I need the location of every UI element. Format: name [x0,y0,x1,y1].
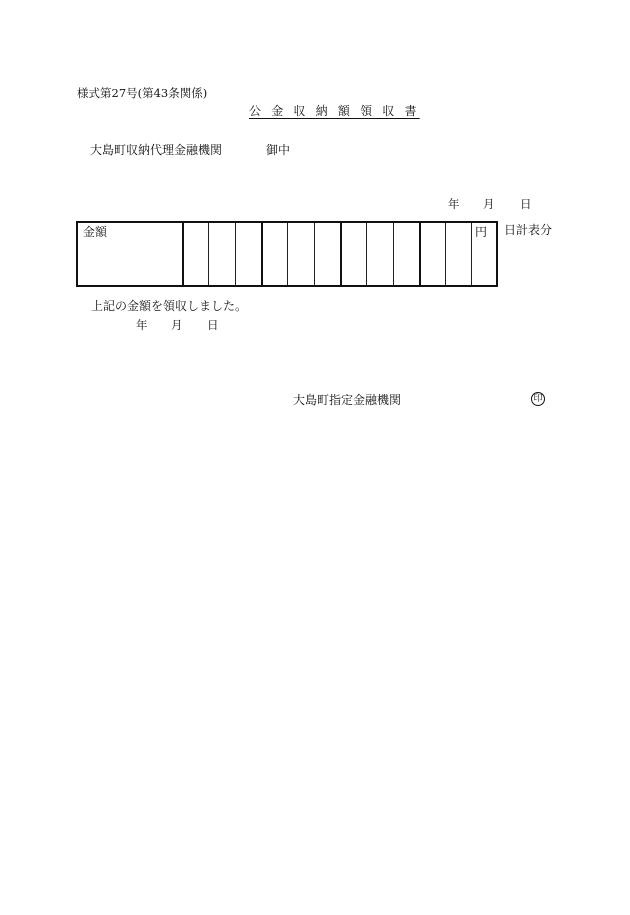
receipt-date-day: 日 [207,318,219,332]
header-date-day: 日 [520,197,532,211]
digit-cell-divider [471,223,472,285]
receipt-date-year: 年 [136,318,148,332]
digit-group-divider [261,223,263,285]
header-date [0,197,630,211]
digit-cell-divider [235,223,236,285]
daily-total-label: 日計表分 [504,223,553,237]
receipt-date-month: 月 [171,318,183,332]
digit-cell-divider [366,223,367,285]
amount-label-divider [182,223,184,285]
header-date-month: 月 [483,197,495,211]
digit-cell-divider [208,223,209,285]
digit-cell-divider [445,223,446,285]
seal-icon: 印 [531,392,545,406]
digit-cell-divider [314,223,315,285]
digit-cell-divider [393,223,394,285]
digit-cell-divider [287,223,288,285]
addressee-name: 大島町収納代理金融機関 [90,143,223,157]
receipt-date [0,318,630,332]
receipt-statement: 上記の金額を領収しました。 [91,299,248,313]
designated-institution-name: 大島町指定金融機関 [293,393,402,407]
amount-table [76,221,498,287]
header-date-year: 年 [448,197,460,211]
document-title: 公 金 収 納 額 領 収 書 [249,104,420,118]
addressee-suffix: 御中 [266,143,291,157]
amount-label: 金額 [83,225,108,239]
form-number: 様式第27号(第43条関係) [77,86,208,100]
yen-unit-label: 円 [475,225,488,239]
digit-group-divider [419,223,421,285]
digit-group-divider [340,223,342,285]
